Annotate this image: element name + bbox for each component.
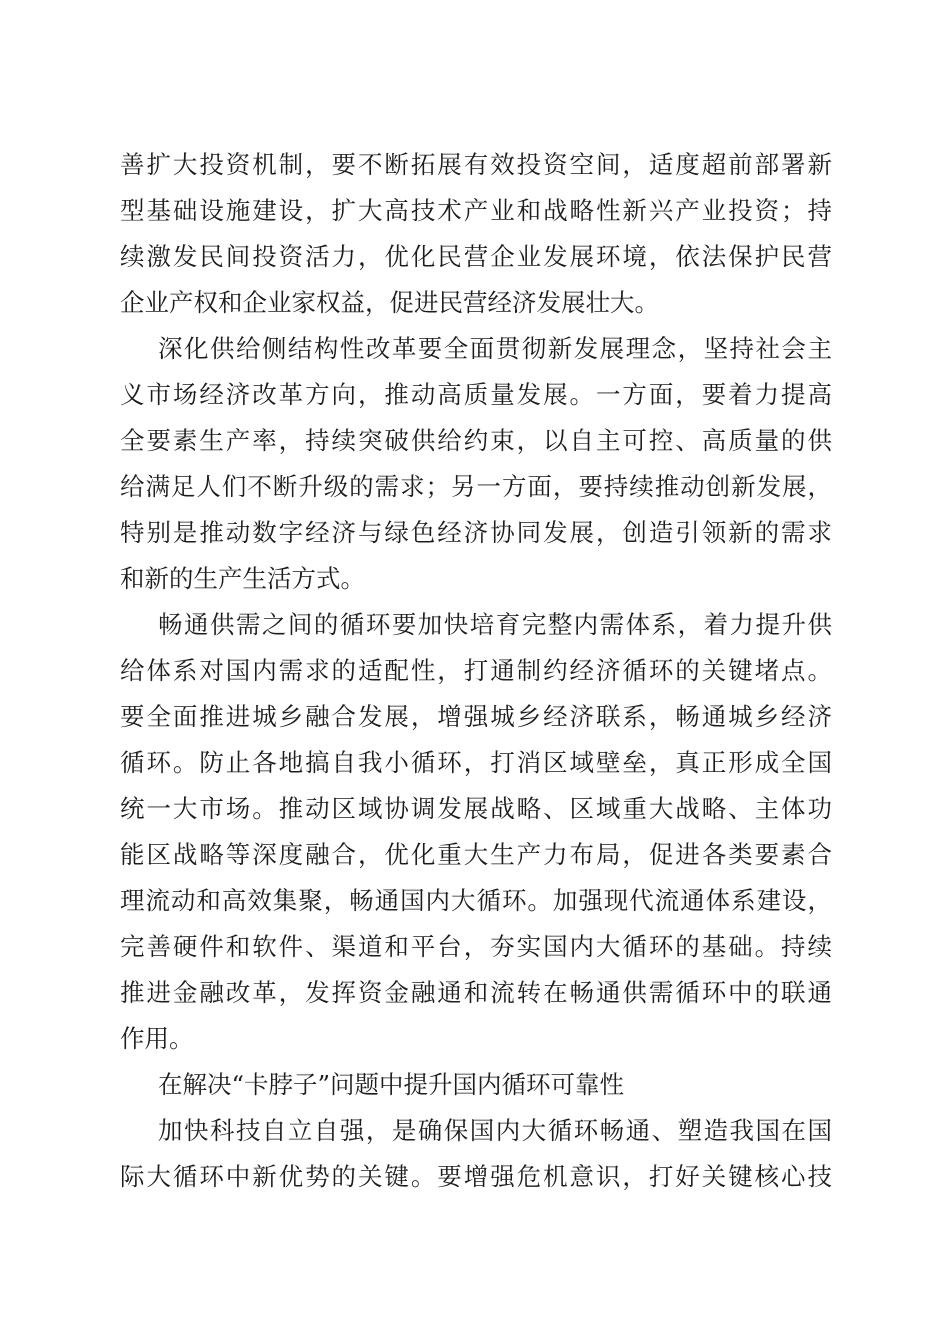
text-line: 义市场经济改革方向，推动高质量发展。一方面，要着力提高 [120,380,832,409]
text-line: 给满足人们不断升级的需求；另一方面，要持续推动创新发展， [120,472,832,501]
text-line: 循环。防止各地搞自我小循环，打消区域壁垒，真正形成全国 [120,748,832,777]
text-line: 完善硬件和软件、渠道和平台，夯实国内大循环的基础。持续 [120,932,832,961]
text-line: 给体系对国内需求的适配性，打通制约经济循环的关键堵点。 [120,656,832,685]
text-line: 作用。 [120,1024,194,1053]
paragraph-first-line: 加快科技自立自强，是确保国内大循环畅通、塑造我国在国 [158,1116,832,1145]
text-line: 全要素生产率，持续突破供给约束，以自主可控、高质量的供 [120,426,832,455]
text-line: 理流动和高效集聚，畅通国内大循环。加强现代流通体系建设， [120,886,832,915]
text-line: 善扩大投资机制，要不断拓展有效投资空间，适度超前部署新 [120,150,832,179]
document-body [120,142,832,1200]
text-line: 企业产权和企业家权益，促进民营经济发展壮大。 [120,288,659,317]
text-line: 要全面推进城乡融合发展，增强城乡经济联系，畅通城乡经济 [120,702,832,731]
text-line: 推进金融改革，发挥资金融通和流转在畅通供需循环中的联通 [120,978,832,1007]
paragraph-first-line: 深化供给侧结构性改革要全面贯彻新发展理念，坚持社会主 [158,334,832,363]
paragraph-first-line: 畅通供需之间的循环要加快培育完整内需体系，着力提升供 [158,610,832,639]
text-line: 型基础设施建设，扩大高技术产业和战略性新兴产业投资；持 [120,196,832,225]
section-heading: 在解决“卡脖子”问题中提升国内循环可靠性 [158,1070,625,1099]
text-line: 和新的生产生活方式。 [120,564,365,593]
text-line: 际大循环中新优势的关键。要增强危机意识，打好关键核心技 [120,1162,832,1191]
text-line: 统一大市场。推动区域协调发展战略、区域重大战略、主体功 [120,794,832,823]
text-line: 能区战略等深度融合，优化重大生产力布局，促进各类要素合 [120,840,832,869]
text-line: 续激发民间投资活力，优化民营企业发展环境，依法保护民营 [120,242,832,271]
text-line: 特别是推动数字经济与绿色经济协同发展，创造引领新的需求 [120,518,832,547]
